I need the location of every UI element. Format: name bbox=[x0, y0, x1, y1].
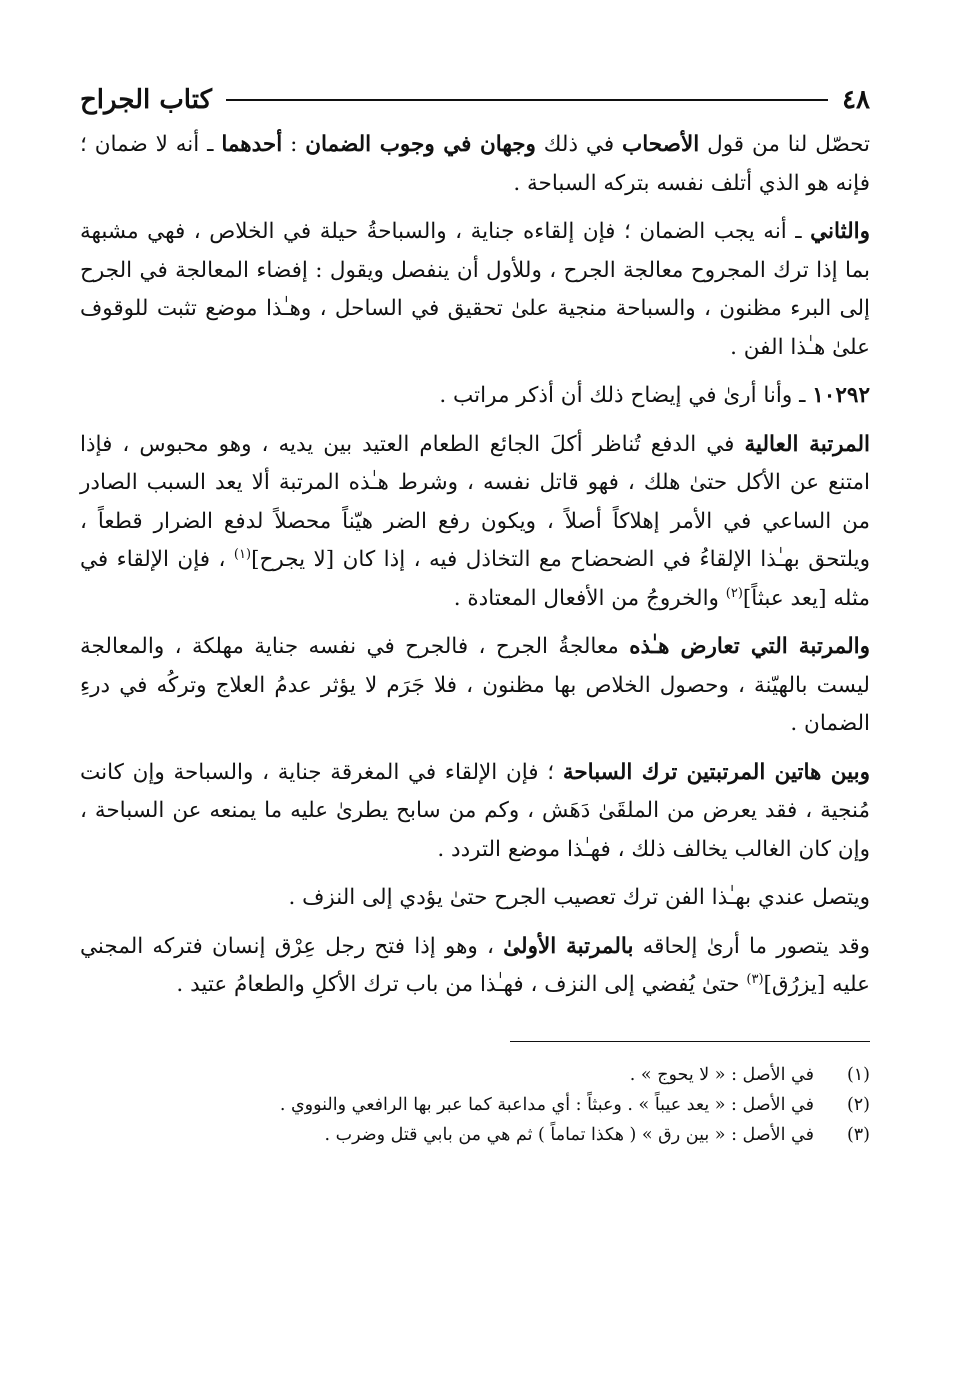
footnote-text: في الأصل : « بين رق » ( هكذا تماماً ) ثم هي من بابي قتل وضرب . bbox=[324, 1124, 814, 1145]
bold-text: وجهان في وجوب الضمان bbox=[305, 132, 536, 157]
page bbox=[80, 78, 870, 1150]
page-number: ٤٨ bbox=[842, 85, 870, 115]
text-segment: : bbox=[282, 132, 306, 157]
paragraph bbox=[80, 928, 870, 1005]
bold-text: والثاني bbox=[810, 219, 870, 244]
paragraph bbox=[80, 754, 870, 870]
paragraph bbox=[80, 213, 870, 367]
text-segment: والخروجُ من الأفعال المعتادة . bbox=[453, 585, 726, 611]
footnote-text: في الأصل : « يعد عيباً » . وعبثاً : أي مداعبة كما عبر بها الرافعي والنووي . bbox=[279, 1094, 814, 1115]
footnotes bbox=[80, 1060, 870, 1150]
bold-text: وبين هاتين المرتبتين ترك السباحة bbox=[562, 759, 870, 785]
text-segment: في ذلك bbox=[535, 132, 623, 157]
bold-text: المرتبة العالية bbox=[744, 431, 870, 457]
text-segment: في الدفع تُناظر أكلَ الجائع الطعام العتيد بين يديه ، وهو محبوس ، فإذا امتنع عن الأكل حتىٰ هلك ، فهو قاتل نفسه ، وشرط هـٰذه المرتبة ألا يعد السبب الصادر من الساعي في الأمر إهلاكاً أصلاً ، ويكون رفع الضر هيّناً محصلاً لدفع الضرار قطعاً ، ويلتحق بهـٰذا الإلقاءُ في الضحضاح مع التخاذل فيه ، إذا كان [لا يجرح] bbox=[80, 431, 870, 572]
footnote-number: (١) bbox=[846, 1064, 870, 1085]
footnote-separator bbox=[510, 1041, 870, 1042]
bold-text: أحدهما bbox=[221, 132, 283, 157]
footnote-number: (٢) bbox=[846, 1094, 870, 1115]
running-title: كتاب الجراح bbox=[80, 85, 212, 115]
text-segment: ، فإن الإلقاء في مثله [يعد عبثاً] bbox=[80, 547, 870, 611]
footnote bbox=[80, 1120, 870, 1150]
header-rule bbox=[226, 99, 828, 101]
text-segment: تحصّل لنا من قول bbox=[699, 132, 870, 157]
bold-text: بالمرتبة الأولىٰ bbox=[503, 933, 634, 959]
bold-text: الأصحاب bbox=[622, 132, 700, 157]
paragraph bbox=[80, 628, 870, 744]
paragraph bbox=[80, 126, 870, 203]
footnote-number: (٣) bbox=[846, 1124, 870, 1145]
footnote-text: في الأصل : « لا يحوج » . bbox=[629, 1064, 814, 1085]
text-segment: ـ وأنا أرىٰ في إيضاح ذلك أن أذكر مراتب . bbox=[439, 383, 813, 408]
footnote-ref: (٣) bbox=[746, 971, 764, 987]
bold-text: ١٠٢٩٢ bbox=[812, 383, 870, 408]
footnote-separator-wrap bbox=[80, 1015, 870, 1042]
paragraph bbox=[80, 879, 870, 918]
text-segment: ويتصل عندي بهـٰذا الفن ترك تعصيب الجرح حتىٰ يؤدي إلى النزف . bbox=[288, 885, 870, 910]
text-segment: ؛ فإن الإلقاء في المغرقة جناية ، والسباحة وإن كانت مُنجية ، فقد يعرض من الملقَىٰ دَهَش ، وكم من سابح يطرىٰ عليه ما يمنعه عن السباحة ، وإن كان الغالب يخالف ذلك ، فهـٰذا موضع التردد . bbox=[80, 759, 870, 862]
page-header bbox=[80, 78, 870, 122]
text-segment: ، وهو إذا فتح رجل عِرْق إنسان فتركه المجني عليه [يزرُق] bbox=[80, 933, 870, 997]
text-segment: معالجةُ الجرح ، فالجرح في نفسه جناية مهلكة ، والمعالجة ليست بالهيّنة ، وحصول الخلاص بها مظنون ، فلا جَرَم لا يؤثر عدمُ العلاج وتركُه في درءِ الضمان . bbox=[80, 634, 870, 736]
text-segment: ـ أنه لا ضمان ؛ فإنه هو الذي أتلف نفسه بتركه السباحة . bbox=[80, 132, 870, 196]
text-segment: ـ أنه يجب الضمان ؛ فإن إلقاءه جناية ، والسباحةُ حيلة في الخلاص ، فهي مشبهة بما إذا ترك المجروح معالجة الجرح ، وللأول أن ينفصل ويقول : إفضاء المعالجة في الجرح إلى البرء مظنون ، والسباحة منجية علىٰ تحقيق في الساحل ، وهـٰذا موضع تثبت للوقوف علىٰ هـٰذا الفن . bbox=[80, 219, 870, 360]
footnote-ref: (٢) bbox=[725, 585, 743, 601]
bold-text: والمرتبة التي تعارض هـٰذه bbox=[629, 634, 870, 659]
text-segment: حتىٰ يُفضي إلى النزف ، فهـٰذا من باب ترك الأكلِ والطعامُ عتيد . bbox=[176, 972, 747, 997]
paragraph bbox=[80, 377, 870, 416]
text-segment: وقد يتصور ما أرىٰ إلحاقه bbox=[633, 933, 870, 959]
footnote bbox=[80, 1090, 870, 1120]
footnote bbox=[80, 1060, 870, 1090]
footnote-ref: (١) bbox=[233, 546, 252, 562]
paragraph bbox=[80, 426, 870, 619]
main-text bbox=[80, 126, 870, 1005]
